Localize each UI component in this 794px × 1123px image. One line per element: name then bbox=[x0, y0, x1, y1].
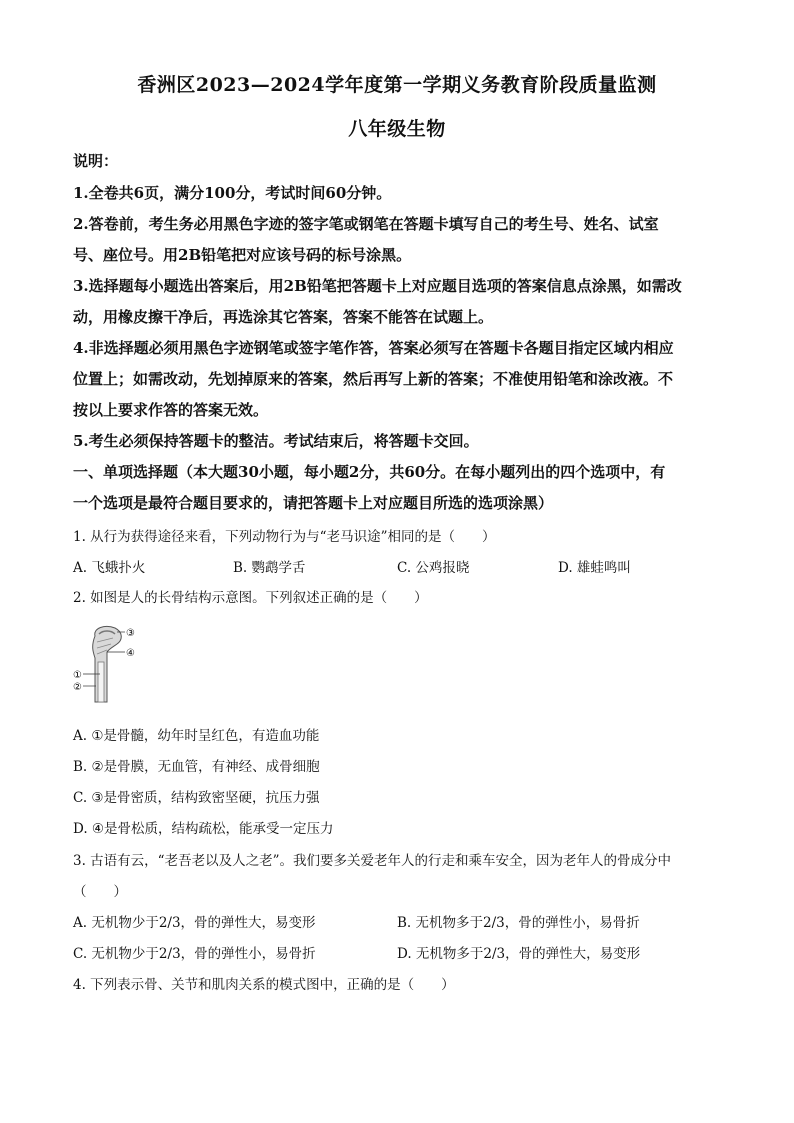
question-4-stem: 4. 下列表示骨、关节和肌肉关系的模式图中，正确的是（ ） bbox=[73, 977, 455, 993]
question-3-option-d: D. 无机物多于2/3，骨的弹性大，易变形 bbox=[397, 946, 641, 962]
figure-label-2: ② bbox=[73, 682, 82, 693]
question-3-option-c: C. 无机物少于2/3，骨的弹性小，易骨折 bbox=[73, 946, 316, 962]
question-2-option-a: A. ①是骨髓，幼年时呈红色，有造血功能 bbox=[73, 728, 320, 744]
instruction-line: 3.选择题每小题选出答案后，用2B铅笔把答题卡上对应题目选项的答案信息点涂黑，如需改 bbox=[73, 277, 682, 295]
figure-label-4: ④ bbox=[126, 648, 135, 659]
question-1-option-d: D. 雄蛙鸣叫 bbox=[558, 560, 631, 576]
instruction-line: 号、座位号。用2B铅笔把对应该号码的标号涂黑。 bbox=[73, 246, 412, 264]
figure-label-3: ③ bbox=[126, 628, 135, 639]
exam-title: 香洲区2023—2024学年度第一学期义务教育阶段质量监测 bbox=[137, 74, 657, 96]
question-1-option-c: C. 公鸡报晓 bbox=[397, 560, 470, 576]
long-bone-diagram bbox=[73, 622, 133, 704]
question-1-option-a: A. 飞蛾扑火 bbox=[73, 560, 146, 576]
question-2-stem: 2. 如图是人的长骨结构示意图。下列叙述正确的是（ ） bbox=[73, 590, 428, 606]
question-3-option-b: B. 无机物多于2/3，骨的弹性小，易骨折 bbox=[397, 915, 640, 931]
instruction-line: 2.答卷前，考生务必用黑色字迹的签字笔或钢笔在答题卡填写自己的考生号、姓名、试室 bbox=[73, 215, 659, 233]
instruction-line: 1.全卷共6页，满分100分，考试时间60分钟。 bbox=[73, 184, 392, 202]
section-heading: 一、单项选择题（本大题30小题，每小题2分，共60分。在每小题列出的四个选项中，有 bbox=[73, 463, 666, 481]
question-3-option-a: A. 无机物少于2/3，骨的弹性大，易变形 bbox=[73, 915, 316, 931]
exam-subtitle: 八年级生物 bbox=[348, 118, 446, 140]
instructions-heading: 说明： bbox=[73, 152, 119, 170]
instruction-line: 按以上要求作答的答案无效。 bbox=[73, 401, 269, 419]
question-2-option-d: D. ④是骨松质，结构疏松，能承受一定压力 bbox=[73, 821, 334, 837]
question-2-option-c: C. ③是骨密质，结构致密坚硬，抗压力强 bbox=[73, 790, 320, 806]
question-1-option-b: B. 鹦鹉学舌 bbox=[233, 560, 306, 576]
question-1-stem: 1. 从行为获得途径来看，下列动物行为与“老马识途”相同的是（ ） bbox=[73, 529, 496, 545]
question-3-stem-cont: （ ） bbox=[73, 884, 127, 900]
instruction-line: 4.非选择题必须用黑色字迹钢笔或签字笔作答，答案必须写在答题卡各题目指定区域内相应 bbox=[73, 339, 674, 357]
question-3-stem: 3. 古语有云，“老吾老以及人之老”。我们要多关爱老年人的行走和乘车安全，因为老年人的骨成分中 bbox=[73, 853, 671, 869]
instruction-line: 动，用橡皮擦干净后，再选涂其它答案，答案不能答在试题上。 bbox=[73, 308, 494, 326]
instruction-line: 5.考生必须保持答题卡的整洁。考试结束后，将答题卡交回。 bbox=[73, 432, 479, 450]
figure-label-1: ① bbox=[73, 670, 82, 681]
question-2-option-b: B. ②是骨膜，无血管，有神经、成骨细胞 bbox=[73, 759, 320, 775]
section-heading-cont: 一个选项是最符合题目要求的，请把答题卡上对应题目所选的选项涂黑） bbox=[73, 494, 554, 512]
instruction-line: 位置上；如需改动，先划掉原来的答案，然后再写上新的答案；不准使用铅笔和涂改液。不 bbox=[73, 370, 674, 388]
